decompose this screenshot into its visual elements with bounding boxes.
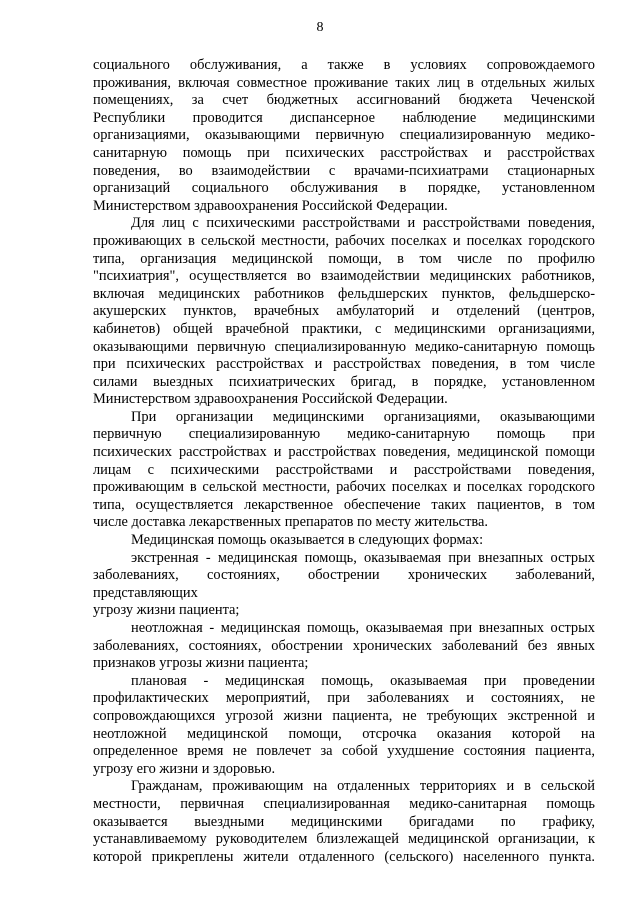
text-line: устанавливаемому руководителем близлежащей медицинской организации, к <box>93 831 595 848</box>
text-line: местности, первичная специализированная медико-санитарная помощь <box>93 795 595 812</box>
text-line: заболеваниях, состояниях, обострении хронических заболеваний без явных <box>93 637 595 654</box>
text-line: профилактических мероприятий, при заболеваниях и состояниях, не <box>93 690 595 707</box>
text-line: санитарную помощь при психических расстройствах и расстройствах <box>93 144 595 161</box>
paragraph <box>93 532 595 550</box>
text-line: психических расстройствах и расстройствах поведения, медицинской помощи <box>93 444 595 461</box>
text-line: экстренная - медицинская помощь, оказываемая при внезапных острых <box>131 549 595 566</box>
text-line: включая медицинских работников фельдшерских пунктов, фельдшерско- <box>93 285 595 302</box>
text-line: организациями, оказывающими первичную специализированную медико- <box>93 127 595 144</box>
paragraph <box>93 215 595 409</box>
text-line: которой прикреплены жители отдаленного (сельского) населенного пункта. <box>93 848 595 865</box>
text-line: сопровождающихся угрозой жизни пациента, не требующих экстренной и <box>93 707 595 724</box>
text-line: проживающих в сельской местности, рабочих поселках и поселках городского <box>93 232 595 249</box>
text-line: заболеваниях, состояниях, обострении хронических заболеваний, представляющих <box>93 567 595 601</box>
text-line: "психиатрия", осуществляется во взаимодействии медицинских работников, <box>93 268 595 285</box>
paragraph <box>93 550 595 620</box>
text-line: организаций социального обслуживания в порядке, установленном <box>93 180 595 197</box>
text-line: признаков угрозы жизни пациента; <box>93 655 309 672</box>
text-line: социального обслуживания, а также в условиях сопровождаемого <box>93 57 595 73</box>
text-line: лицам с психическими расстройствами и расстройствами поведения, <box>93 461 595 478</box>
paragraph <box>93 778 595 866</box>
text-line: проживания, включая совместное проживание таких лиц в отдельных жилых <box>93 74 595 91</box>
text-line: при психических расстройствах и расстройствах поведения, в том числе <box>93 356 595 373</box>
paragraph <box>93 620 595 673</box>
text-line: помещениях, за счет бюджетных ассигнований бюджета Чеченской <box>93 92 595 109</box>
text-line: акушерских пунктов, врачебных амбулаторий и отделений (центров, <box>93 303 595 320</box>
text-line: Гражданам, проживающим на отдаленных территориях и в сельской <box>131 778 595 795</box>
text-line: оказывается выездными медицинскими бригадами по графику, <box>93 813 595 830</box>
paragraph <box>93 57 595 215</box>
text-line: поведения, во взаимодействии с врачами-психиатрами стационарных <box>93 162 595 179</box>
text-line: Министерством здравоохранения Российской Федерации. <box>93 197 448 214</box>
paragraph <box>93 409 595 532</box>
text-line: Министерством здравоохранения Российской Федерации. <box>93 391 448 408</box>
paragraph <box>93 673 595 779</box>
text-line: определенное время не повлечет за собой ухудшение состояния пациента, <box>93 743 595 760</box>
text-line: оказывающими первичную специализированную медико-санитарную помощь <box>93 338 595 355</box>
text-line: неотложная - медицинская помощь, оказываемая при внезапных острых <box>131 620 595 636</box>
text-line: При организации медицинскими организациями, оказывающими <box>131 408 595 425</box>
text-line: плановая - медицинская помощь, оказываемая при проведении <box>131 672 595 689</box>
text-line: Медицинская помощь оказывается в следующих формах: <box>131 532 484 549</box>
text-line: кабинетов) общей врачебной практики, с медицинскими организациями, <box>93 320 595 337</box>
text-line: числе доставка лекарственных препаратов по месту жительства. <box>93 514 488 531</box>
text-line: угрозу жизни пациента; <box>93 602 240 619</box>
document-body <box>93 57 595 866</box>
text-line: типа, осуществляется лекарственное обеспечение таких пациентов, в том <box>93 496 595 513</box>
text-line: первичную специализированную медико-санитарную помощь при <box>93 426 595 443</box>
text-line: силами выездных психиатрических бригад, в порядке, установленном <box>93 373 595 390</box>
page-number: 8 <box>316 20 324 35</box>
text-line: проживающим в сельской местности, рабочих поселках и поселках городского <box>93 479 595 496</box>
text-line: неотложной медицинской помощи, отсрочка оказания которой на <box>93 725 595 742</box>
text-line: Республики проводится диспансерное наблюдение медицинскими <box>93 109 595 126</box>
text-line: угрозу его жизни и здоровью. <box>93 760 276 777</box>
text-line: Для лиц с психическими расстройствами и расстройствами поведения, <box>131 215 595 232</box>
text-line: типа, организация медицинской помощи, в том числе по профилю <box>93 250 595 267</box>
